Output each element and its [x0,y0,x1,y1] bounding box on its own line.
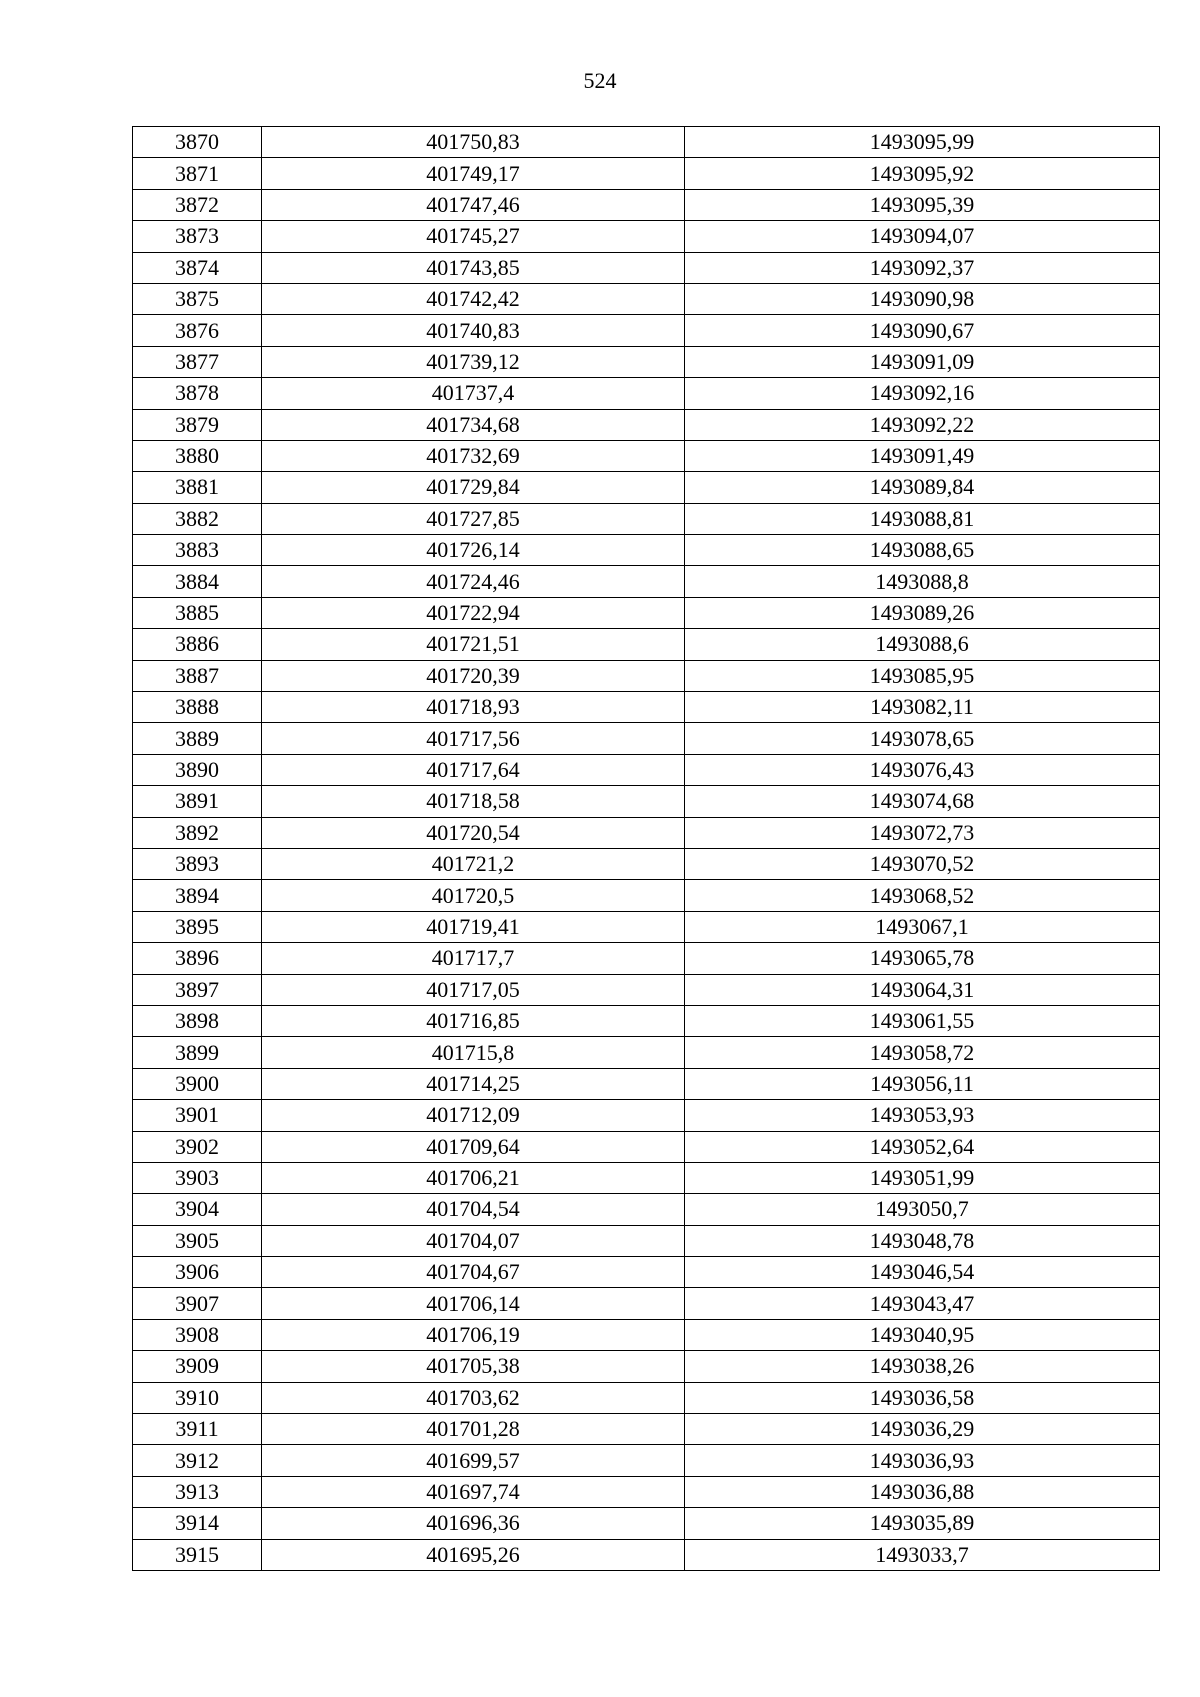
coordinates-table-body [133,127,1160,1571]
y-coordinate-cell: 1493072,73 [685,817,1160,848]
point-number-cell: 3871 [133,158,262,189]
y-coordinate-cell: 1493064,31 [685,974,1160,1005]
x-coordinate-cell: 401742,42 [262,283,685,314]
point-number-cell: 3888 [133,692,262,723]
y-coordinate-cell: 1493095,92 [685,158,1160,189]
y-coordinate-cell: 1493089,26 [685,597,1160,628]
y-coordinate-cell: 1493036,88 [685,1476,1160,1507]
table-row [133,1131,1160,1162]
table-row [133,346,1160,377]
y-coordinate-cell: 1493092,16 [685,378,1160,409]
point-number-cell: 3873 [133,221,262,252]
x-coordinate-cell: 401747,46 [262,189,685,220]
point-number-cell: 3911 [133,1414,262,1445]
y-coordinate-cell: 1493065,78 [685,943,1160,974]
x-coordinate-cell: 401704,07 [262,1225,685,1256]
table-row [133,1225,1160,1256]
table-row [133,723,1160,754]
y-coordinate-cell: 1493035,89 [685,1508,1160,1539]
y-coordinate-cell: 1493095,99 [685,127,1160,158]
x-coordinate-cell: 401729,84 [262,472,685,503]
y-coordinate-cell: 1493095,39 [685,189,1160,220]
table-row [133,911,1160,942]
x-coordinate-cell: 401720,54 [262,817,685,848]
point-number-cell: 3875 [133,283,262,314]
table-row [133,1539,1160,1570]
x-coordinate-cell: 401721,2 [262,848,685,879]
y-coordinate-cell: 1493089,84 [685,472,1160,503]
point-number-cell: 3896 [133,943,262,974]
x-coordinate-cell: 401709,64 [262,1131,685,1162]
point-number-cell: 3885 [133,597,262,628]
table-row [133,283,1160,314]
point-number-cell: 3899 [133,1037,262,1068]
y-coordinate-cell: 1493051,99 [685,1162,1160,1193]
table-row [133,597,1160,628]
table-row [133,1068,1160,1099]
point-number-cell: 3905 [133,1225,262,1256]
point-number-cell: 3915 [133,1539,262,1570]
table-row [133,1319,1160,1350]
y-coordinate-cell: 1493085,95 [685,660,1160,691]
x-coordinate-cell: 401739,12 [262,346,685,377]
table-row [133,503,1160,534]
table-row [133,1476,1160,1507]
coordinates-table [132,126,1160,1571]
table-row [133,221,1160,252]
x-coordinate-cell: 401745,27 [262,221,685,252]
y-coordinate-cell: 1493033,7 [685,1539,1160,1570]
table-row [133,692,1160,723]
x-coordinate-cell: 401699,57 [262,1445,685,1476]
table-row [133,127,1160,158]
y-coordinate-cell: 1493046,54 [685,1257,1160,1288]
x-coordinate-cell: 401732,69 [262,440,685,471]
x-coordinate-cell: 401749,17 [262,158,685,189]
point-number-cell: 3884 [133,566,262,597]
point-number-cell: 3914 [133,1508,262,1539]
table-row [133,409,1160,440]
point-number-cell: 3894 [133,880,262,911]
table-row [133,1288,1160,1319]
y-coordinate-cell: 1493067,1 [685,911,1160,942]
x-coordinate-cell: 401714,25 [262,1068,685,1099]
table-row [133,1445,1160,1476]
point-number-cell: 3883 [133,535,262,566]
x-coordinate-cell: 401712,09 [262,1100,685,1131]
table-row [133,1100,1160,1131]
y-coordinate-cell: 1493092,37 [685,252,1160,283]
y-coordinate-cell: 1493088,81 [685,503,1160,534]
x-coordinate-cell: 401721,51 [262,629,685,660]
x-coordinate-cell: 401722,94 [262,597,685,628]
x-coordinate-cell: 401717,56 [262,723,685,754]
point-number-cell: 3872 [133,189,262,220]
x-coordinate-cell: 401718,93 [262,692,685,723]
point-number-cell: 3901 [133,1100,262,1131]
x-coordinate-cell: 401706,21 [262,1162,685,1193]
y-coordinate-cell: 1493090,67 [685,315,1160,346]
y-coordinate-cell: 1493076,43 [685,754,1160,785]
page-number: 524 [583,68,617,93]
table-row [133,315,1160,346]
point-number-cell: 3874 [133,252,262,283]
point-number-cell: 3891 [133,786,262,817]
x-coordinate-cell: 401750,83 [262,127,685,158]
x-coordinate-cell: 401737,4 [262,378,685,409]
table-row [133,1257,1160,1288]
point-number-cell: 3877 [133,346,262,377]
table-row [133,1382,1160,1413]
table-row [133,566,1160,597]
table-row [133,880,1160,911]
y-coordinate-cell: 1493092,22 [685,409,1160,440]
x-coordinate-cell: 401720,39 [262,660,685,691]
y-coordinate-cell: 1493074,68 [685,786,1160,817]
y-coordinate-cell: 1493082,11 [685,692,1160,723]
y-coordinate-cell: 1493036,29 [685,1414,1160,1445]
y-coordinate-cell: 1493091,49 [685,440,1160,471]
x-coordinate-cell: 401734,68 [262,409,685,440]
table-row [133,629,1160,660]
point-number-cell: 3882 [133,503,262,534]
point-number-cell: 3870 [133,127,262,158]
point-number-cell: 3889 [133,723,262,754]
point-number-cell: 3910 [133,1382,262,1413]
x-coordinate-cell: 401695,26 [262,1539,685,1570]
point-number-cell: 3893 [133,848,262,879]
table-row [133,786,1160,817]
x-coordinate-cell: 401743,85 [262,252,685,283]
y-coordinate-cell: 1493091,09 [685,346,1160,377]
table-row [133,974,1160,1005]
table-row [133,1005,1160,1036]
y-coordinate-cell: 1493094,07 [685,221,1160,252]
point-number-cell: 3903 [133,1162,262,1193]
x-coordinate-cell: 401717,7 [262,943,685,974]
y-coordinate-cell: 1493088,65 [685,535,1160,566]
table-row [133,472,1160,503]
y-coordinate-cell: 1493053,93 [685,1100,1160,1131]
x-coordinate-cell: 401717,05 [262,974,685,1005]
y-coordinate-cell: 1493052,64 [685,1131,1160,1162]
point-number-cell: 3876 [133,315,262,346]
y-coordinate-cell: 1493088,6 [685,629,1160,660]
x-coordinate-cell: 401718,58 [262,786,685,817]
table-row [133,660,1160,691]
x-coordinate-cell: 401719,41 [262,911,685,942]
y-coordinate-cell: 1493070,52 [685,848,1160,879]
point-number-cell: 3904 [133,1194,262,1225]
table-row [133,1508,1160,1539]
point-number-cell: 3897 [133,974,262,1005]
table-row [133,817,1160,848]
y-coordinate-cell: 1493090,98 [685,283,1160,314]
x-coordinate-cell: 401706,14 [262,1288,685,1319]
point-number-cell: 3892 [133,817,262,848]
point-number-cell: 3895 [133,911,262,942]
y-coordinate-cell: 1493056,11 [685,1068,1160,1099]
y-coordinate-cell: 1493061,55 [685,1005,1160,1036]
x-coordinate-cell: 401740,83 [262,315,685,346]
y-coordinate-cell: 1493036,58 [685,1382,1160,1413]
x-coordinate-cell: 401715,8 [262,1037,685,1068]
y-coordinate-cell: 1493040,95 [685,1319,1160,1350]
table-row [133,440,1160,471]
x-coordinate-cell: 401705,38 [262,1351,685,1382]
table-row [133,158,1160,189]
table-row [133,252,1160,283]
y-coordinate-cell: 1493043,47 [685,1288,1160,1319]
table-row [133,1162,1160,1193]
table-row [133,189,1160,220]
y-coordinate-cell: 1493058,72 [685,1037,1160,1068]
table-row [133,1037,1160,1068]
y-coordinate-cell: 1493068,52 [685,880,1160,911]
y-coordinate-cell: 1493078,65 [685,723,1160,754]
point-number-cell: 3879 [133,409,262,440]
x-coordinate-cell: 401717,64 [262,754,685,785]
x-coordinate-cell: 401701,28 [262,1414,685,1445]
y-coordinate-cell: 1493088,8 [685,566,1160,597]
point-number-cell: 3878 [133,378,262,409]
point-number-cell: 3908 [133,1319,262,1350]
x-coordinate-cell: 401704,54 [262,1194,685,1225]
point-number-cell: 3887 [133,660,262,691]
point-number-cell: 3907 [133,1288,262,1319]
point-number-cell: 3880 [133,440,262,471]
point-number-cell: 3890 [133,754,262,785]
point-number-cell: 3898 [133,1005,262,1036]
x-coordinate-cell: 401706,19 [262,1319,685,1350]
table-row [133,943,1160,974]
table-row [133,1194,1160,1225]
table-row [133,1351,1160,1382]
y-coordinate-cell: 1493048,78 [685,1225,1160,1256]
table-row [133,535,1160,566]
point-number-cell: 3909 [133,1351,262,1382]
y-coordinate-cell: 1493038,26 [685,1351,1160,1382]
x-coordinate-cell: 401727,85 [262,503,685,534]
table-row [133,848,1160,879]
x-coordinate-cell: 401720,5 [262,880,685,911]
x-coordinate-cell: 401726,14 [262,535,685,566]
x-coordinate-cell: 401697,74 [262,1476,685,1507]
point-number-cell: 3913 [133,1476,262,1507]
point-number-cell: 3906 [133,1257,262,1288]
x-coordinate-cell: 401696,36 [262,1508,685,1539]
table-row [133,754,1160,785]
x-coordinate-cell: 401704,67 [262,1257,685,1288]
point-number-cell: 3902 [133,1131,262,1162]
point-number-cell: 3900 [133,1068,262,1099]
x-coordinate-cell: 401724,46 [262,566,685,597]
point-number-cell: 3881 [133,472,262,503]
y-coordinate-cell: 1493050,7 [685,1194,1160,1225]
point-number-cell: 3886 [133,629,262,660]
x-coordinate-cell: 401703,62 [262,1382,685,1413]
point-number-cell: 3912 [133,1445,262,1476]
y-coordinate-cell: 1493036,93 [685,1445,1160,1476]
table-row [133,1414,1160,1445]
x-coordinate-cell: 401716,85 [262,1005,685,1036]
table-row [133,378,1160,409]
